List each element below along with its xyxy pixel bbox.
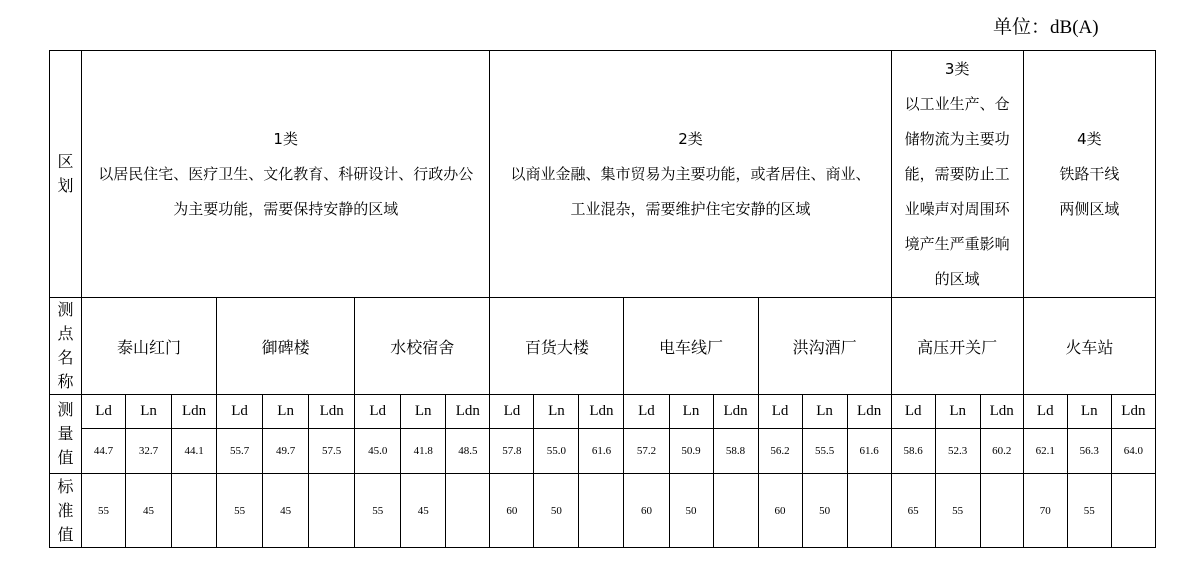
site-name: 电车线厂 xyxy=(624,298,758,395)
standard-value xyxy=(713,474,758,548)
measured-value: 32.7 xyxy=(126,429,172,474)
metric-header: Ld xyxy=(490,395,534,429)
standard-value: 50 xyxy=(534,474,579,548)
measured-value: 55.0 xyxy=(534,429,579,474)
site-name: 高压开关厂 xyxy=(891,298,1023,395)
standard-value: 45 xyxy=(401,474,446,548)
measured-value: 49.7 xyxy=(263,429,309,474)
standard-value xyxy=(309,474,355,548)
measured-value: 64.0 xyxy=(1111,429,1155,474)
metric-header: Ln xyxy=(263,395,309,429)
standard-value: 55 xyxy=(355,474,401,548)
standard-value xyxy=(1111,474,1155,548)
measured-value: 58.6 xyxy=(891,429,935,474)
measured-value: 44.7 xyxy=(82,429,126,474)
standard-value: 60 xyxy=(490,474,534,548)
standard-value: 70 xyxy=(1023,474,1067,548)
measured-value: 55.7 xyxy=(217,429,263,474)
site-name: 百货大楼 xyxy=(490,298,624,395)
metric-header: Ldn xyxy=(1111,395,1155,429)
metric-header: Ld xyxy=(217,395,263,429)
metric-header: Ldn xyxy=(579,395,624,429)
standard-value xyxy=(847,474,891,548)
metric-header-row xyxy=(50,395,1156,429)
standard-value: 60 xyxy=(758,474,802,548)
unit-label: 单位：dB(A) xyxy=(993,16,1099,38)
measured-value: 50.9 xyxy=(669,429,713,474)
site-name: 御碑楼 xyxy=(217,298,355,395)
measured-value: 56.3 xyxy=(1067,429,1111,474)
metric-header: Ln xyxy=(1067,395,1111,429)
measured-value: 57.8 xyxy=(490,429,534,474)
site-name: 火车站 xyxy=(1023,298,1155,395)
zone-class-2: 2类 以商业金融、集市贸易为主要功能，或者居住、商业、 工业混杂，需要维护住宅安静的区域 xyxy=(490,51,891,298)
standard-value xyxy=(579,474,624,548)
site-name: 水校宿舍 xyxy=(355,298,490,395)
metric-header: Ln xyxy=(401,395,446,429)
measured-value: 61.6 xyxy=(847,429,891,474)
metric-header: Ln xyxy=(669,395,713,429)
row-header-standard: 标 准 值 xyxy=(50,474,82,548)
site-name: 泰山红门 xyxy=(82,298,217,395)
metric-header: Ld xyxy=(82,395,126,429)
metric-header: Ld xyxy=(758,395,802,429)
metric-header: Ldn xyxy=(172,395,217,429)
zone-row xyxy=(50,51,1156,298)
measured-value: 44.1 xyxy=(172,429,217,474)
standard-value: 55 xyxy=(217,474,263,548)
standard-value xyxy=(980,474,1023,548)
measured-value: 56.2 xyxy=(758,429,802,474)
standard-value: 50 xyxy=(669,474,713,548)
measured-value: 52.3 xyxy=(935,429,980,474)
metric-header: Ldn xyxy=(309,395,355,429)
row-header-zone: 区 划 xyxy=(50,51,82,298)
standard-value xyxy=(172,474,217,548)
standard-value: 55 xyxy=(935,474,980,548)
metric-header: Ln xyxy=(534,395,579,429)
metric-header: Ldn xyxy=(980,395,1023,429)
site-name: 洪沟酒厂 xyxy=(758,298,891,395)
measured-value: 45.0 xyxy=(355,429,401,474)
zone-class-4: 4类 铁路干线 两侧区域 xyxy=(1023,51,1155,298)
standard-value: 50 xyxy=(802,474,847,548)
zone-class-1: 1类 以居民住宅、医疗卫生、文化教育、科研设计、行政办公 为主要功能，需要保持安静的区域 xyxy=(82,51,490,298)
measured-value: 55.5 xyxy=(802,429,847,474)
measured-value: 61.6 xyxy=(579,429,624,474)
measured-value: 57.5 xyxy=(309,429,355,474)
metric-header: Ln xyxy=(802,395,847,429)
metric-header: Ldn xyxy=(713,395,758,429)
standard-value: 55 xyxy=(1067,474,1111,548)
site-row xyxy=(50,298,1156,395)
metric-header: Ld xyxy=(891,395,935,429)
standard-value: 55 xyxy=(82,474,126,548)
standard-value: 65 xyxy=(891,474,935,548)
measured-row xyxy=(50,429,1156,474)
metric-header: Ldn xyxy=(847,395,891,429)
metric-header: Ln xyxy=(126,395,172,429)
standard-value xyxy=(446,474,490,548)
zone-class-3: 3类 以工业生产、仓 储物流为主要功 能，需要防止工 业噪声对周围环 境产生严重影响 的区域 xyxy=(891,51,1023,298)
measured-value: 58.8 xyxy=(713,429,758,474)
row-header-site: 测 点 名 称 xyxy=(50,298,82,395)
standard-row xyxy=(50,474,1156,548)
measured-value: 41.8 xyxy=(401,429,446,474)
standard-value: 45 xyxy=(126,474,172,548)
row-header-measured: 测 量 值 xyxy=(50,395,82,474)
measured-value: 48.5 xyxy=(446,429,490,474)
metric-header: Ln xyxy=(935,395,980,429)
measured-value: 60.2 xyxy=(980,429,1023,474)
metric-header: Ldn xyxy=(446,395,490,429)
metric-header: Ld xyxy=(355,395,401,429)
metric-header: Ld xyxy=(624,395,669,429)
measured-value: 57.2 xyxy=(624,429,669,474)
metric-header: Ld xyxy=(1023,395,1067,429)
standard-value: 45 xyxy=(263,474,309,548)
noise-table xyxy=(49,50,1156,548)
measured-value: 62.1 xyxy=(1023,429,1067,474)
standard-value: 60 xyxy=(624,474,669,548)
